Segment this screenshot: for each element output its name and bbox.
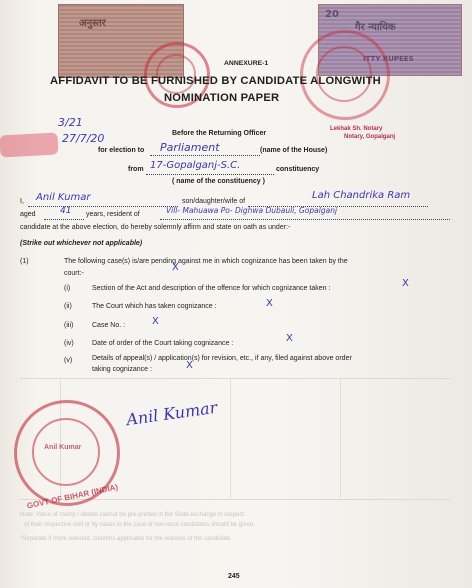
seal-bottom-inner-text: Anil Kumar — [44, 444, 82, 451]
subitem-ii-num: (ii) — [64, 303, 72, 310]
from-value: 17-Gopalganj-S.C. — [150, 160, 241, 171]
footer-note-b: of their respective civil or by cases in the case of non-local candidates should be given. — [24, 522, 255, 528]
subitem-i-text: Section of the Act and description of the offence for which cognizance taken : — [92, 285, 331, 292]
subitem-i-num: (i) — [64, 285, 71, 292]
stamp-right-text: गैर न्यायिक — [355, 22, 396, 33]
election-dotted-line — [150, 155, 260, 156]
subitem-iv-mark: X — [286, 333, 293, 344]
page-number: 245 — [228, 573, 240, 580]
father-value: Lah Chandrika Ram — [312, 190, 411, 201]
handwritten-date: 27/7/20 — [62, 132, 105, 145]
item1-text-b: court:- — [64, 270, 84, 277]
notary-line1: Lekhak Sh. Notary — [330, 126, 383, 132]
election-suffix: (name of the House) — [260, 147, 328, 154]
stamp-right-sub: ITTY RUPEES — [363, 55, 414, 63]
footer-note-a: Note: Value of stamp / details cannot be pre-printed in the State exchange in respect — [20, 512, 245, 518]
name-dotted-line — [28, 206, 178, 207]
subitem-v-text-b: taking cognizance : — [92, 366, 152, 373]
affidavit-title-line2: NOMINATION PAPER — [164, 92, 280, 104]
name-value: Anil Kumar — [36, 192, 91, 203]
candidate-signature: Anil Kumar — [125, 397, 219, 430]
candidate-line: candidate at the above election, do hereby solemnly affirm and state on oath as under:- — [20, 224, 291, 231]
subitem-ii-text: The Court which has taken cognizance : — [92, 303, 217, 310]
stamp-left-text: अनुस्तर — [79, 18, 106, 29]
footer-note-c: *Separate if more relevant, columns applicable for the reasons of the candidate. — [20, 536, 232, 542]
subitem-v-num: (v) — [64, 357, 73, 364]
faint-table-col2 — [230, 378, 231, 498]
faint-table-col3 — [340, 378, 341, 498]
annexure-label: ANNEXURE-1 — [224, 60, 269, 67]
subitem-v-mark: X — [186, 360, 193, 371]
subitem-i-mark: X — [402, 278, 409, 289]
subitem-iii-mark: X — [152, 316, 159, 327]
subitem-iii-num: (iii) — [64, 322, 74, 329]
constituency-suffix: constituency — [276, 166, 320, 173]
subitem-ii-mark: X — [266, 298, 273, 309]
address-value: Vill- Mahuawa Po- Dighwa Dubauli, Gopalganj — [166, 206, 338, 215]
round-seal-top-right-inner — [316, 46, 372, 102]
strike-note: (Strike out whichever not applicable) — [20, 240, 143, 247]
round-seal-bottom-inner — [32, 418, 100, 486]
address-dotted-line — [160, 219, 450, 220]
aged-label: aged — [20, 211, 36, 218]
stamp-right-value: 20 — [325, 9, 339, 20]
handwritten-ref: 3/21 — [58, 116, 83, 129]
election-value: Parliament — [160, 141, 220, 154]
son-label: son/daughter/wife of — [182, 198, 246, 205]
item1-text-a: The following case(s) is/are pending against me in which cognizance has been taken by the — [64, 258, 348, 265]
notary-line2: Notary, Gopalganj — [344, 134, 396, 140]
affidavit-title-line1: AFFIDAVIT TO BE FURNISHED BY CANDIDATE ALONGWITH — [50, 75, 381, 87]
constituency-note: ( name of the constituency ) — [172, 178, 265, 185]
subitem-iv-num: (iv) — [64, 340, 74, 347]
court-mark: X — [172, 262, 179, 273]
before-returning-officer: Before the Returning Officer — [172, 130, 267, 137]
seal-bottom-text: GOVT OF BIHAR (INDIA) — [26, 482, 119, 511]
from-dotted-line — [146, 174, 274, 175]
round-seal-top-left-inner — [156, 54, 196, 94]
election-prefix: for election to — [98, 147, 145, 154]
item1-num: (1) — [20, 258, 29, 265]
stamp-smear-left — [0, 132, 59, 157]
i-label: I, — [20, 198, 24, 205]
resident-label: years, resident of — [86, 211, 140, 218]
subitem-iii-text: Case No. : — [92, 322, 126, 329]
from-label: from — [128, 166, 144, 173]
subitem-v-text-a: Details of appeal(s) / application(s) for revision, etc., if any, filed against above order — [92, 355, 352, 362]
subitem-iv-text: Date of order of the Court taking cognizance : — [92, 340, 234, 347]
age-value: 41 — [60, 206, 72, 216]
age-dotted-line — [44, 219, 84, 220]
